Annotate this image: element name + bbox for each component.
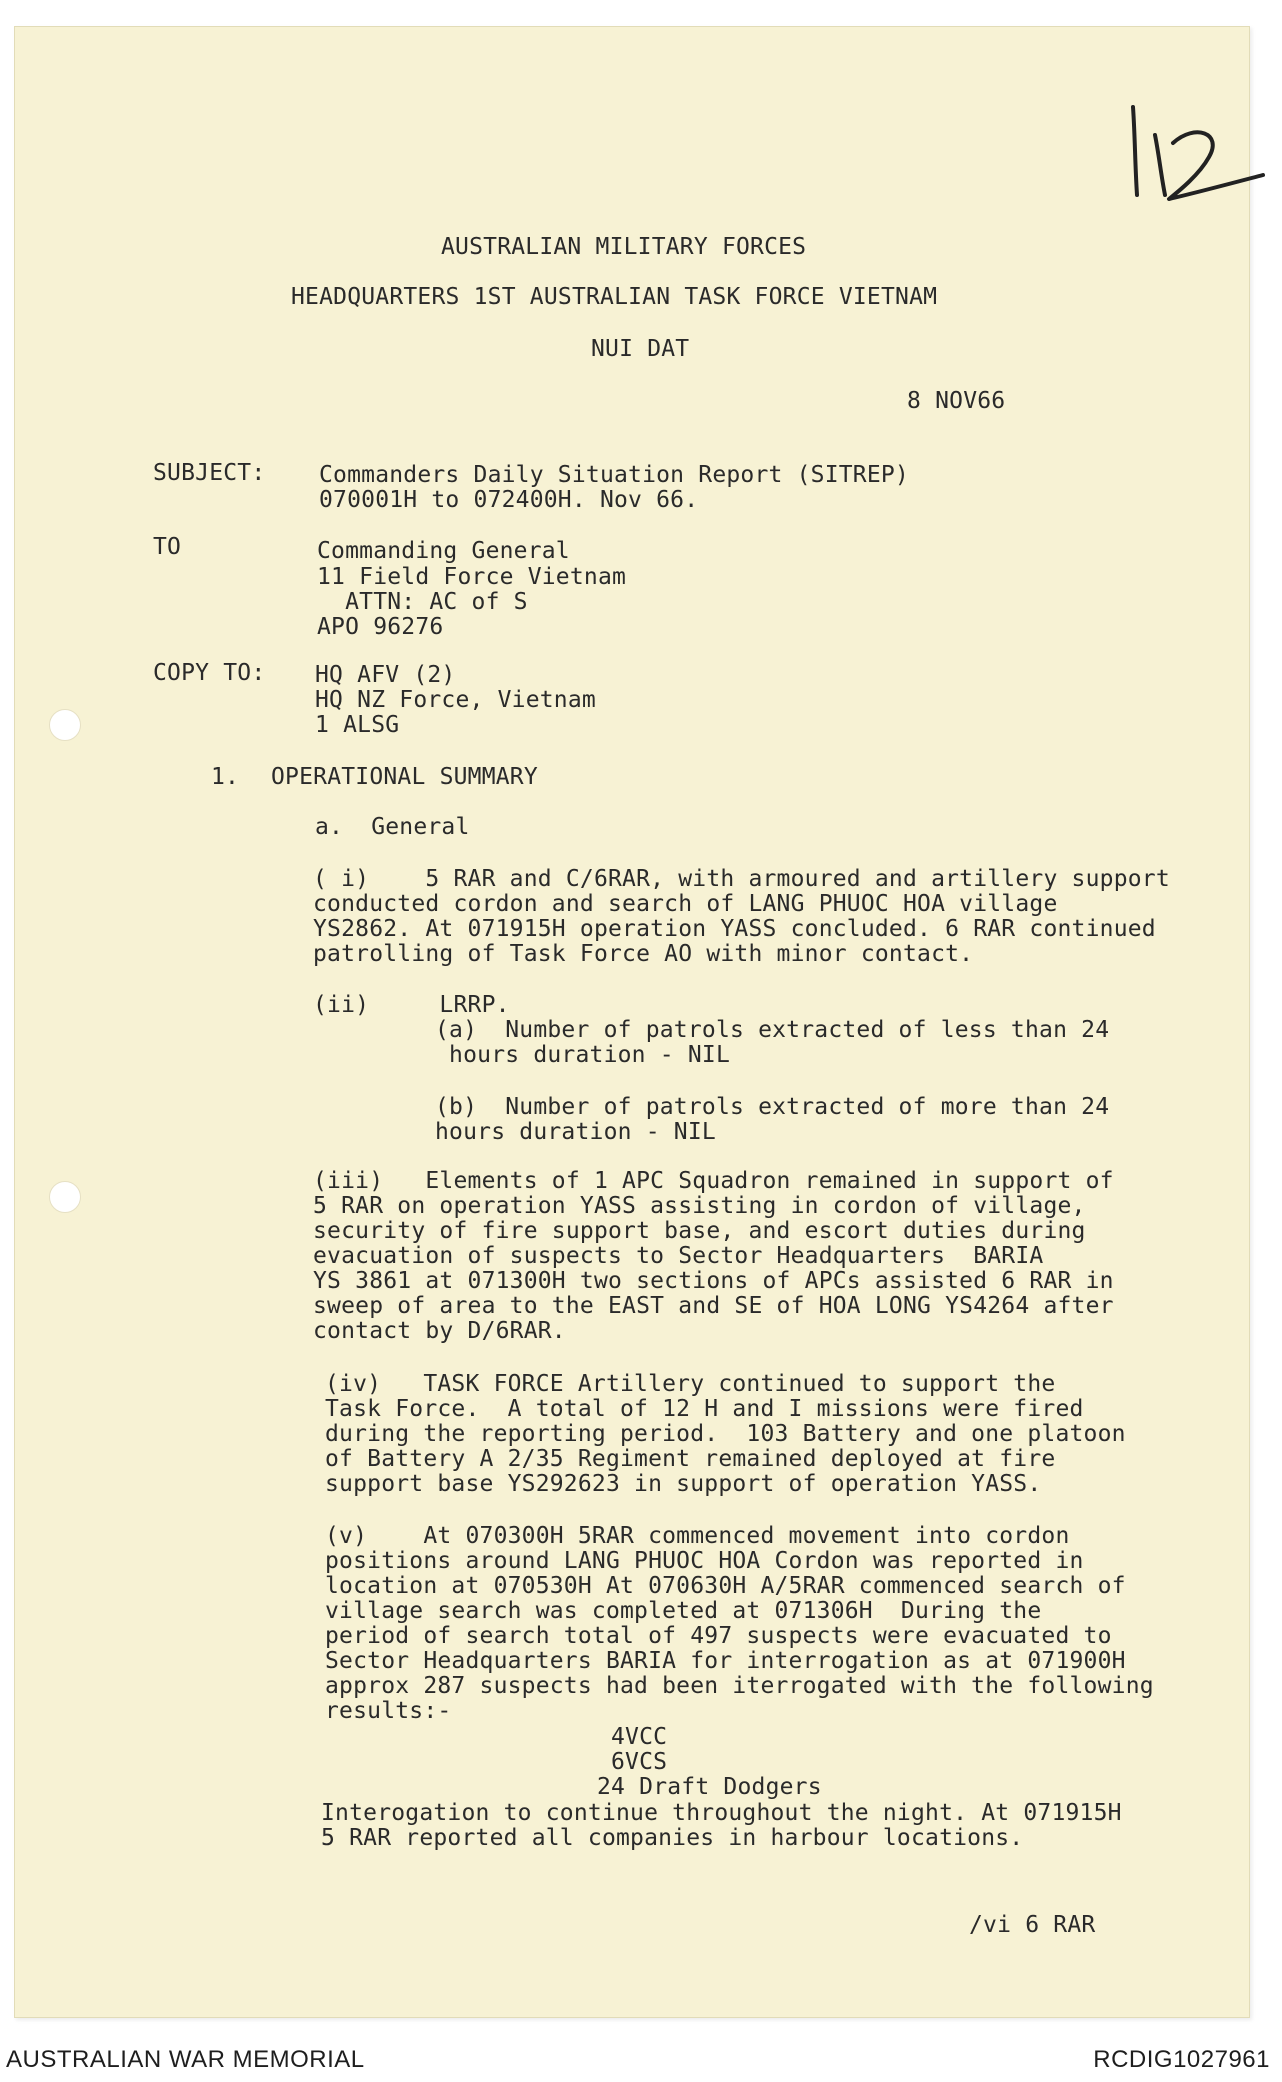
to-line: Commanding General (317, 538, 570, 564)
header-line-3: NUI DAT (591, 336, 690, 362)
paragraph-line: Interogation to continue throughout the night. At 071915H (321, 1800, 1122, 1826)
paragraph-line: support base YS292623 in support of operation YASS. (325, 1471, 1042, 1497)
result-item: 4VCC (611, 1724, 668, 1750)
footer-record-id: RCDIG1027961 (1093, 2046, 1270, 2073)
paragraph-line: Task Force. A total of 12 H and I missions were fired (325, 1396, 1084, 1422)
footer-source: AUSTRALIAN WAR MEMORIAL (6, 2046, 365, 2073)
document-date: 8 NOV66 (907, 388, 1006, 414)
subject-line: 070001H to 072400H. Nov 66. (319, 487, 699, 513)
paragraph-line: hours duration - NIL (435, 1119, 716, 1145)
paragraph-line: security of fire support base, and escort duties during (313, 1218, 1086, 1244)
to-line: APO 96276 (317, 614, 444, 640)
continuation-marker: /vi 6 RAR (969, 1912, 1096, 1938)
paragraph-line: (iv) TASK FORCE Artillery continued to support the (325, 1371, 1056, 1397)
header-line-2: HEADQUARTERS 1ST AUSTRALIAN TASK FORCE VIETNAM (291, 284, 938, 310)
paragraph-line: evacuation of suspects to Sector Headquarters BARIA (313, 1243, 1044, 1269)
section-number: 1. (211, 764, 240, 790)
paragraph-line: patrolling of Task Force AO with minor contact. (313, 941, 974, 967)
paragraph-line: YS 3861 at 071300H two sections of APCs assisted 6 RAR in (313, 1268, 1114, 1294)
paragraph-line: contact by D/6RAR. (313, 1318, 566, 1344)
paragraph-line: 5 RAR on operation YASS assisting in cordon of village, (313, 1193, 1086, 1219)
paragraph-line: during the reporting period. 103 Battery and one platoon (325, 1421, 1126, 1447)
punch-hole (49, 1181, 81, 1213)
to-line: ATTN: AC of S (317, 589, 528, 615)
paragraph-line: (iii) Elements of 1 APC Squadron remained in support of (313, 1168, 1114, 1194)
paragraph-line: Sector Headquarters BARIA for interrogation as at 071900H (325, 1648, 1126, 1674)
subject-label: SUBJECT: (153, 460, 266, 486)
subsection-heading: a. General (315, 814, 470, 840)
paragraph-line: (b) Number of patrols extracted of more than 24 (435, 1094, 1110, 1120)
document-page (14, 26, 1250, 2018)
paragraph-line: positions around LANG PHUOC HOA Cordon was reported in (325, 1548, 1084, 1574)
copy-to-line: HQ NZ Force, Vietnam (315, 687, 596, 713)
copy-to-line: HQ AFV (2) (315, 662, 456, 688)
paragraph-line: (v) At 070300H 5RAR commenced movement into cordon (325, 1523, 1070, 1549)
punch-hole (49, 709, 81, 741)
paragraph-line: of Battery A 2/35 Regiment remained deployed at fire (325, 1446, 1056, 1472)
paragraph-line: sweep of area to the EAST and SE of HOA LONG YS4264 after (313, 1293, 1114, 1319)
result-item: 24 Draft Dodgers (597, 1774, 822, 1800)
header-line-1: AUSTRALIAN MILITARY FORCES (441, 234, 807, 260)
paragraph-line: location at 070530H At 070630H A/5RAR commenced search of (325, 1573, 1126, 1599)
copy-to-label: COPY TO: (153, 660, 266, 686)
subject-line: Commanders Daily Situation Report (SITREP) (319, 462, 909, 488)
paragraph-line: (a) Number of patrols extracted of less than 24 (435, 1017, 1110, 1043)
paragraph-line: approx 287 suspects had been iterrogated with the following (325, 1673, 1154, 1699)
paragraph-line: period of search total of 497 suspects were evacuated to (325, 1623, 1112, 1649)
section-title: OPERATIONAL SUMMARY (271, 764, 538, 790)
result-item: 6VCS (611, 1749, 668, 1775)
paragraph-line: conducted cordon and search of LANG PHUOC HOA village (313, 891, 1058, 917)
handwritten-folio-number (1125, 95, 1275, 225)
to-label: TO (153, 534, 182, 560)
paragraph-line: ( i) 5 RAR and C/6RAR, with armoured and artillery support (313, 866, 1170, 892)
paragraph-line: results:- (325, 1698, 452, 1724)
paragraph-line: hours duration - NIL (435, 1042, 730, 1068)
paragraph-line: village search was completed at 071306H During the (325, 1598, 1042, 1624)
paragraph-line: (ii) LRRP. (313, 992, 510, 1018)
to-line: 11 Field Force Vietnam (317, 564, 627, 590)
paragraph-line: YS2862. At 071915H operation YASS concluded. 6 RAR continued (313, 916, 1156, 942)
paragraph-line: 5 RAR reported all companies in harbour locations. (321, 1825, 1024, 1851)
copy-to-line: 1 ALSG (315, 712, 400, 738)
